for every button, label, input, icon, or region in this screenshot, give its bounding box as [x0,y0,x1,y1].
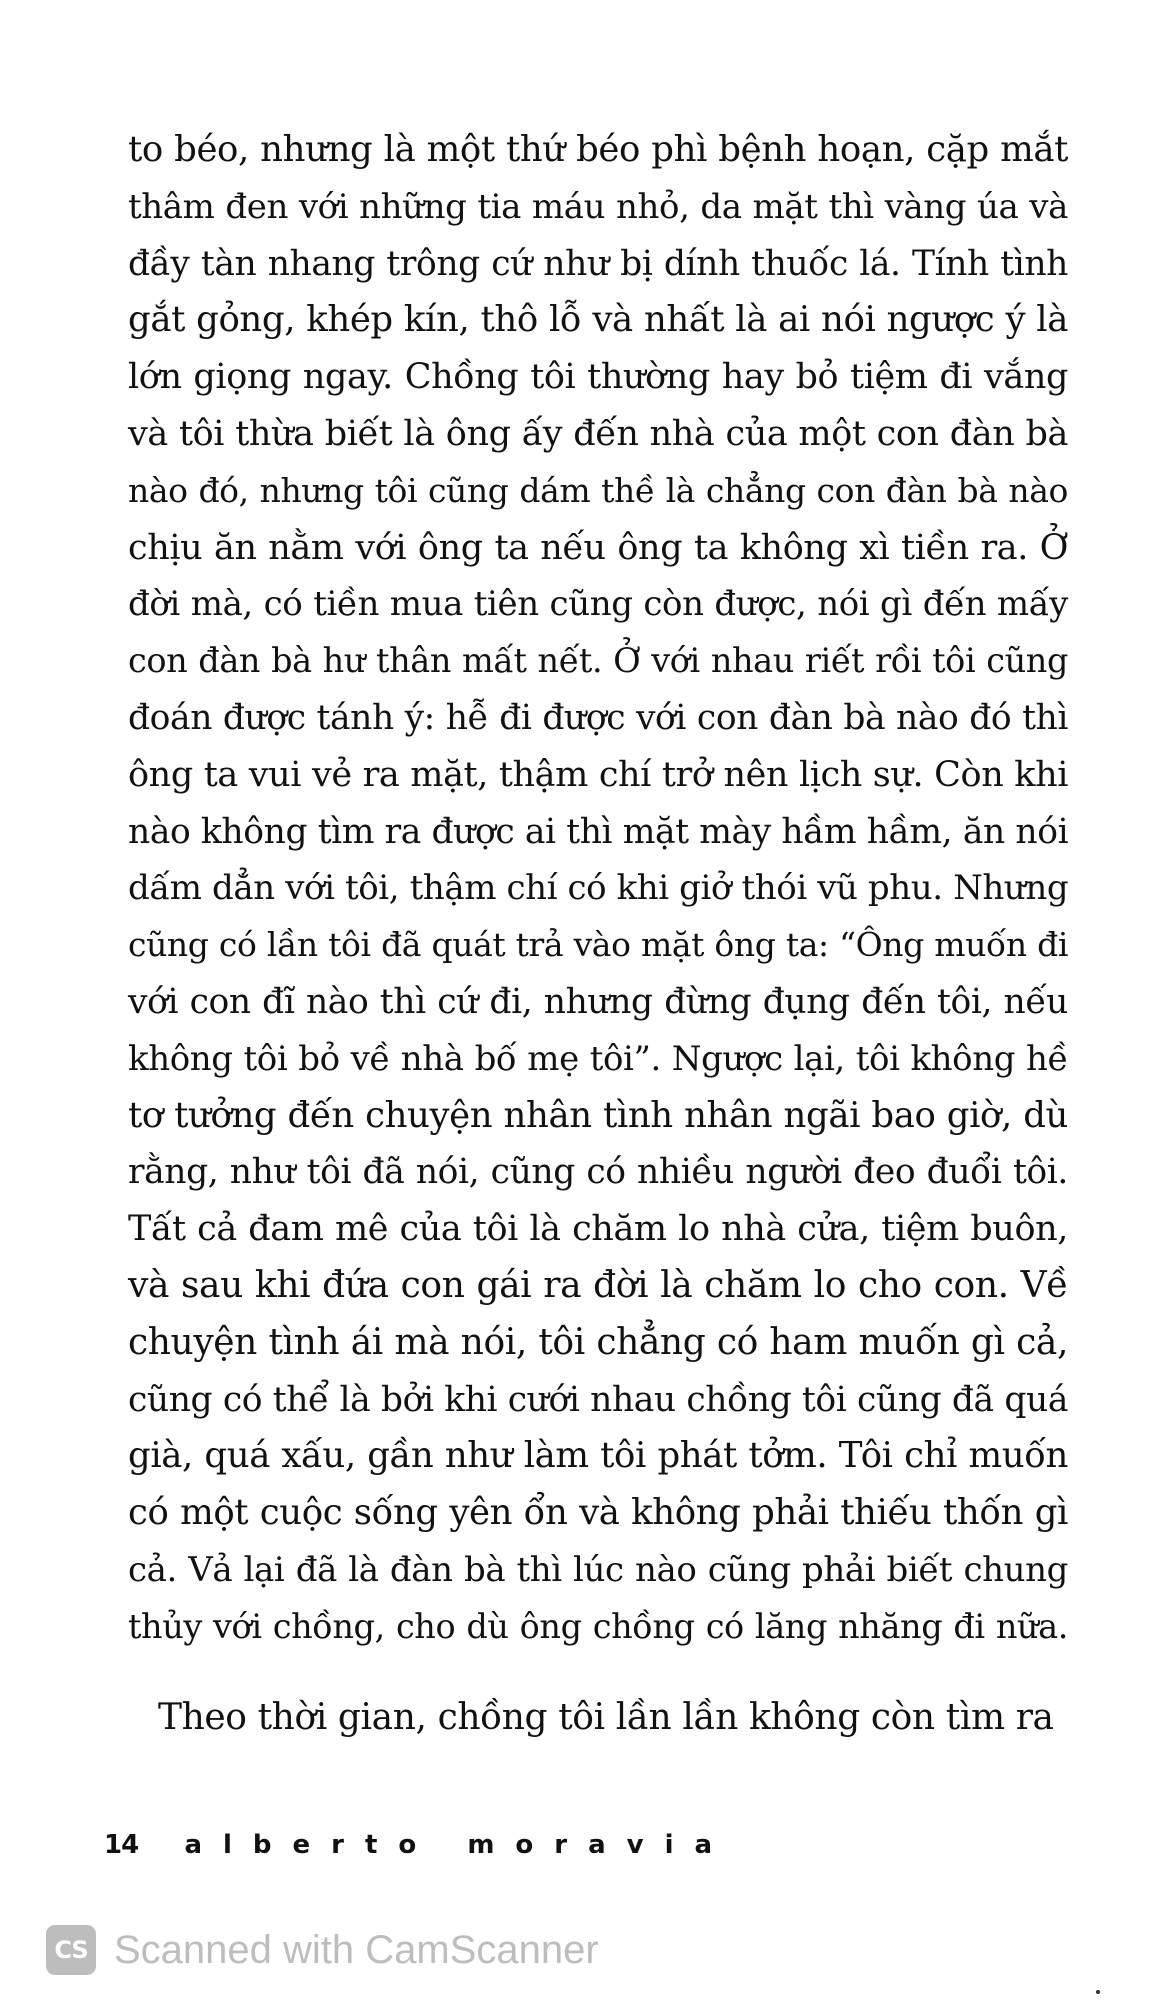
camscanner-logo-icon: CS [46,1925,96,1975]
text-line: to béo, nhưng là một thứ béo phì bệnh hoạn, cặp mắt [128,129,1068,170]
text-line: thủy với chồng, cho dù ông chồng có lăng nhăng đi nữa. [128,1606,1068,1646]
watermark-text: Scanned with CamScanner [114,1927,599,1972]
text-line: cũng có lần tôi đã quát trả vào mặt ông ta: “Ông muốn đi [128,925,1068,965]
text-line: chịu ăn nằm với ông ta nếu ông ta không xì tiền ra. Ở [128,527,1068,568]
text-line: thâm đen với những tia máu nhỏ, da mặt thì vàng úa và [128,186,1068,227]
scan-speck [1096,1990,1100,1994]
text-line: Theo thời gian, chồng tôi lần lần không còn tìm ra [158,1697,1054,1738]
running-author: alberto moravia [184,1830,734,1860]
text-line: nào đó, nhưng tôi cũng dám thề là chẳng con đàn bà nào [128,470,1068,510]
text-line: dấm dẳn với tôi, thậm chí có khi giở thói vũ phu. Nhưng [128,868,1069,909]
scanner-watermark [46,1925,599,1975]
text-line: và tôi thừa biết là ông ấy đến nhà của một con đàn bà [128,413,1068,454]
text-line: có một cuộc sống yên ổn và không phải thiếu thốn gì [128,1492,1068,1534]
paragraph-2 [158,1690,1058,1747]
text-line: nào không tìm ra được ai thì mặt mày hầm hầm, ăn nói [128,811,1069,852]
text-line: tơ tưởng đến chuyện nhân tình nhân ngãi bao giờ, dù [128,1094,1068,1136]
page-footer [104,1830,733,1860]
text-line: chuyện tình ái mà nói, tôi chẳng có ham muốn gì cả, [128,1321,1068,1363]
text-line: đoán được tánh ý: hễ đi được với con đàn bà nào đó thì [128,697,1068,738]
text-line: đầy tàn nhang trông cứ như bị dính thuốc lá. Tính tình [128,243,1068,284]
text-line: ông ta vui vẻ ra mặt, thậm chí trở nên lịch sự. Còn khi [128,754,1068,795]
page-number: 14 [104,1830,139,1860]
text-line: không tôi bỏ về nhà bố mẹ tôi”. Ngược lại, tôi không hề [128,1038,1068,1079]
text-line: cả. Vả lại đã là đàn bà thì lúc nào cũng phải biết chung [128,1549,1068,1590]
text-line: đời mà, có tiền mua tiên cũng còn được, nói gì đến mấy [128,584,1068,625]
text-line: cũng có thể là bởi khi cưới nhau chồng tôi cũng đã quá [128,1379,1068,1420]
text-line: rằng, như tôi đã nói, cũng có nhiều người đeo đuổi tôi. [128,1152,1068,1193]
paragraph-1 [128,122,1068,1656]
text-line: già, quá xấu, gần như làm tôi phát tởm. Tôi chỉ muốn [128,1435,1068,1477]
text-line: với con đĩ nào thì cứ đi, nhưng đừng đụng đến tôi, nếu [128,981,1068,1022]
text-line: lớn giọng ngay. Chồng tôi thường hay bỏ tiệm đi vắng [128,357,1068,398]
text-line: Tất cả đam mê của tôi là chăm lo nhà cửa, tiệm buôn, [128,1209,1068,1250]
text-line: con đàn bà hư thân mất nết. Ở với nhau riết rồi tôi cũng [128,641,1068,681]
text-line: gắt gỏng, khép kín, thô lỗ và nhất là ai nói ngược ý là [128,299,1068,341]
text-line: và sau khi đứa con gái ra đời là chăm lo cho con. Về [128,1264,1068,1306]
